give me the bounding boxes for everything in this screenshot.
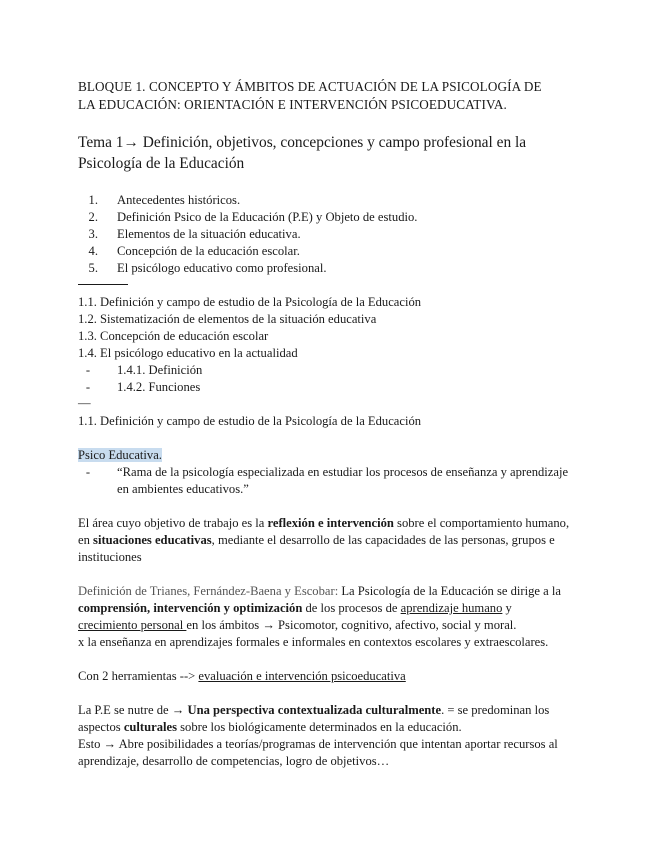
quote-line-1: - “Rama de la psicología especializada en estudiar los procesos de enseñanza y aprendizaje: [85, 465, 569, 479]
para-area-line-1: El área cuyo objetivo de trabajo es la reflexión e intervención sobre el comportamiento humano,: [78, 516, 570, 530]
para-def-line-3: crecimiento personal en los ámbitos → Psicomotor, cognitivo, afectivo, social y moral.: [78, 618, 517, 632]
para-def-line-2: comprensión, intervención y optimización de los procesos de aprendizaje humano y: [78, 601, 512, 615]
para-def-line-4: x la enseñanza en aprendizajes formales e informales en contextos escolares y extraescolares.: [78, 635, 549, 649]
sub-outline-item: - 1.4.1. Definición: [85, 363, 203, 377]
psico-educativa-label: Psico Educativa.: [78, 448, 162, 462]
outline-item: 1.1. Definición y campo de estudio de la Psicología de la Educación: [78, 295, 422, 309]
para-area-line-3: instituciones: [78, 550, 142, 564]
section-heading: 1.1. Definición y campo de estudio de la Psicología de la Educación: [78, 414, 422, 428]
list-item: 3. Elementos de la situación educativa.: [88, 227, 301, 241]
outline-item: 1.2. Sistematización de elementos de la situación educativa: [78, 312, 377, 326]
list-item: 5. El psicólogo educativo como profesional.: [88, 261, 327, 275]
para-def-line-1: Definición de Trianes, Fernández-Baena y Escobar: La Psicología de la Educación se dirige a la: [78, 584, 561, 598]
para-pe-line-4: aprendizaje, desarrollo de competencias, logro de objetivos…: [78, 754, 390, 768]
list-item: 4. Concepción de la educación escolar.: [88, 244, 300, 258]
quote-line-2: en ambientes educativos.”: [117, 482, 249, 496]
outline-item: 1.3. Concepción de educación escolar: [78, 329, 269, 343]
tema-title-line-2: Psicología de la Educación: [78, 155, 245, 172]
para-area-line-2: en situaciones educativas, mediante el desarrollo de las capacidades de las personas, grupos e: [78, 533, 555, 547]
short-divider: —: [78, 396, 91, 410]
bloque-title-line-2: LA EDUCACIÓN: ORIENTACIÓN E INTERVENCIÓN PSICOEDUCATIVA.: [78, 97, 507, 112]
list-item: 2. Definición Psico de la Educación (P.E) y Objeto de estudio.: [88, 210, 418, 224]
para-pe-line-1: La P.E se nutre de → Una perspectiva contextualizada culturalmente. = se predominan los: [78, 703, 550, 717]
outline-item: 1.4. El psicólogo educativo en la actualidad: [78, 346, 298, 360]
para-pe-line-2: aspectos culturales sobre los biológicamente determinados en la educación.: [78, 720, 462, 734]
para-pe-line-3: Esto → Abre posibilidades a teorías/programas de intervención que intentan aportar recursos al: [78, 737, 558, 751]
tema-title-line-1: Tema 1→ Definición, objetivos, concepciones y campo profesional en la: [78, 134, 527, 151]
sub-outline-item: - 1.4.2. Funciones: [85, 380, 201, 394]
divider-line: [78, 284, 128, 285]
bloque-title-line-1: BLOQUE 1. CONCEPTO Y ÁMBITOS DE ACTUACIÓN DE LA PSICOLOGÍA DE: [78, 79, 542, 94]
list-item: 1. Antecedentes históricos.: [88, 193, 241, 207]
para-herramientas: Con 2 herramientas --> evaluación e intervención psicoeducativa: [78, 669, 406, 683]
